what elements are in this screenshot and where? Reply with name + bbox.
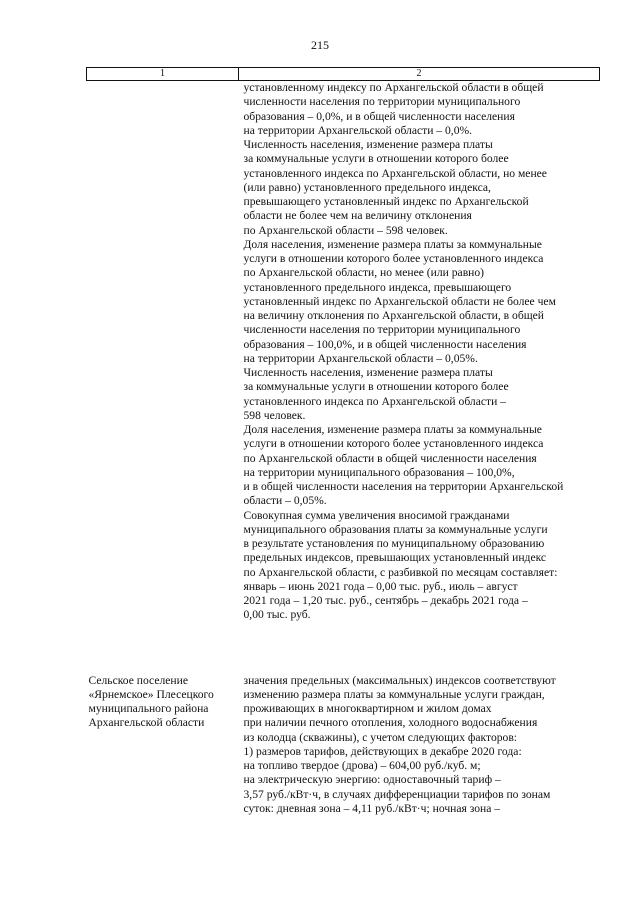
text-line: по Архангельской области, но менее (или равно) (243, 266, 485, 280)
text-line: проживающих в многоквартирном и жилом домах (243, 702, 492, 715)
text-line: за коммунальные услуги в отношении которого более (243, 380, 509, 394)
text-line: услуги в отношении которого более установленного индекса (243, 252, 544, 265)
row2-col2-text (244, 674, 600, 817)
text-line: по Архангельской области в общей численности населения (243, 451, 537, 465)
page-number: 215 (311, 38, 329, 52)
text-line: на территории муниципального образования – 100,0%, (243, 465, 515, 479)
text-line: Совокупная сумма увеличения вносимой гражданами (243, 508, 510, 522)
text-line: образования – 100,0%, и в общей численности населения (243, 337, 527, 351)
text-line: установленному индексу по Архангельской области в общей (243, 81, 544, 94)
text-line: январь – июнь 2021 года – 0,00 тыс. руб., июль – август (243, 579, 518, 593)
text-line: Сельское поселение (88, 673, 188, 687)
text-line: 1) размеров тарифов, действующих в декабре 2020 года: (243, 744, 522, 758)
text-line: на величину отклонения по Архангельской области, в общей (243, 309, 545, 322)
text-line: Доля населения, изменение размера платы за коммунальные (243, 423, 542, 436)
text-line: муниципального района (88, 702, 209, 715)
text-line: 598 человек. (243, 408, 306, 422)
text-line: за коммунальные услуги в отношении которого более (243, 152, 509, 166)
row1-col1-cell (87, 81, 239, 623)
text-line: установленного индекса по Архангельской области, но менее (243, 166, 547, 180)
text-line: превышающего установленный индекс по Архангельской (243, 195, 529, 208)
text-line: на топливо твердое (дрова) – 604,00 руб./куб. м; (243, 759, 481, 772)
text-line: 0,00 тыс. руб. (243, 608, 311, 622)
text-line: на электрическую энергию: одноставочный тариф – (243, 773, 501, 787)
text-line: установленного предельного индекса, превышающего (243, 280, 512, 294)
text-line: 2021 года – 1,20 тыс. руб., сентябрь – декабрь 2021 года – (243, 594, 528, 607)
text-line: и в общей численности населения на территории Архангельской (243, 480, 564, 493)
text-line: Численность населения, изменение размера платы (243, 366, 493, 379)
table-row (87, 623, 600, 817)
text-line: значения предельных (максимальных) индексов соответствуют (243, 673, 556, 687)
text-line: области – 0,05%. (243, 494, 327, 508)
text-line: при наличии печного отопления, холодного водоснабжения (243, 716, 538, 730)
text-line: образования – 0,0%, и в общей численности населения (243, 109, 515, 123)
header-col-2: 2 (239, 68, 600, 81)
row1-col2-cell (239, 81, 600, 623)
row1-col2-text (244, 81, 600, 623)
text-line: «Ярнемское» Плесецкого (88, 687, 214, 701)
row2-col2-cell (239, 623, 600, 817)
text-line: (или равно) установленного предельного индекса, (243, 180, 491, 194)
text-line: Доля населения, изменение размера платы за коммунальные (243, 237, 542, 251)
text-line: изменению размера платы за коммунальные услуги граждан, (243, 687, 545, 701)
text-line: суток: дневная зона – 4,11 руб./кВт·ч; ночная зона – (243, 801, 501, 815)
text-line: в результате установления по муниципальному образованию (243, 537, 545, 550)
text-line: предельных индексов, превышающих установленный индекс (243, 551, 547, 565)
table-row (87, 81, 600, 623)
text-line: по Архангельской области – 598 человек. (243, 223, 448, 237)
text-line: муниципального образования платы за коммунальные услуги (243, 522, 548, 536)
row2-municipality-name (89, 674, 239, 731)
text-line: установленный индекс по Архангельской области не более чем (243, 294, 556, 308)
row2-col1-cell (87, 623, 239, 817)
text-line: области не более чем на величину отклонения (243, 209, 472, 223)
document-table (86, 67, 600, 816)
text-line: численности населения по территории муниципального (243, 323, 521, 337)
text-line: численности населения по территории муниципального (243, 95, 521, 109)
text-line: Численность населения, изменение размера платы (243, 138, 493, 151)
text-line: установленного индекса по Архангельской области – (243, 394, 506, 408)
text-line: на территории Архангельской области – 0,05%. (243, 351, 478, 365)
header-col-1: 1 (87, 68, 239, 81)
text-line: на территории Архангельской области – 0,0%. (243, 123, 473, 137)
text-line: по Архангельской области, с разбивкой по месяцам составляет: (243, 565, 558, 579)
text-line: 3,57 руб./кВт·ч, в случаях дифференциации тарифов по зонам (243, 787, 551, 801)
text-line: из колодца (скважины), с учетом следующих факторов: (243, 730, 518, 744)
table-header-row (87, 68, 600, 81)
text-line: услуги в отношении которого более установленного индекса (243, 437, 544, 451)
text-line: Архангельской области (88, 716, 205, 730)
